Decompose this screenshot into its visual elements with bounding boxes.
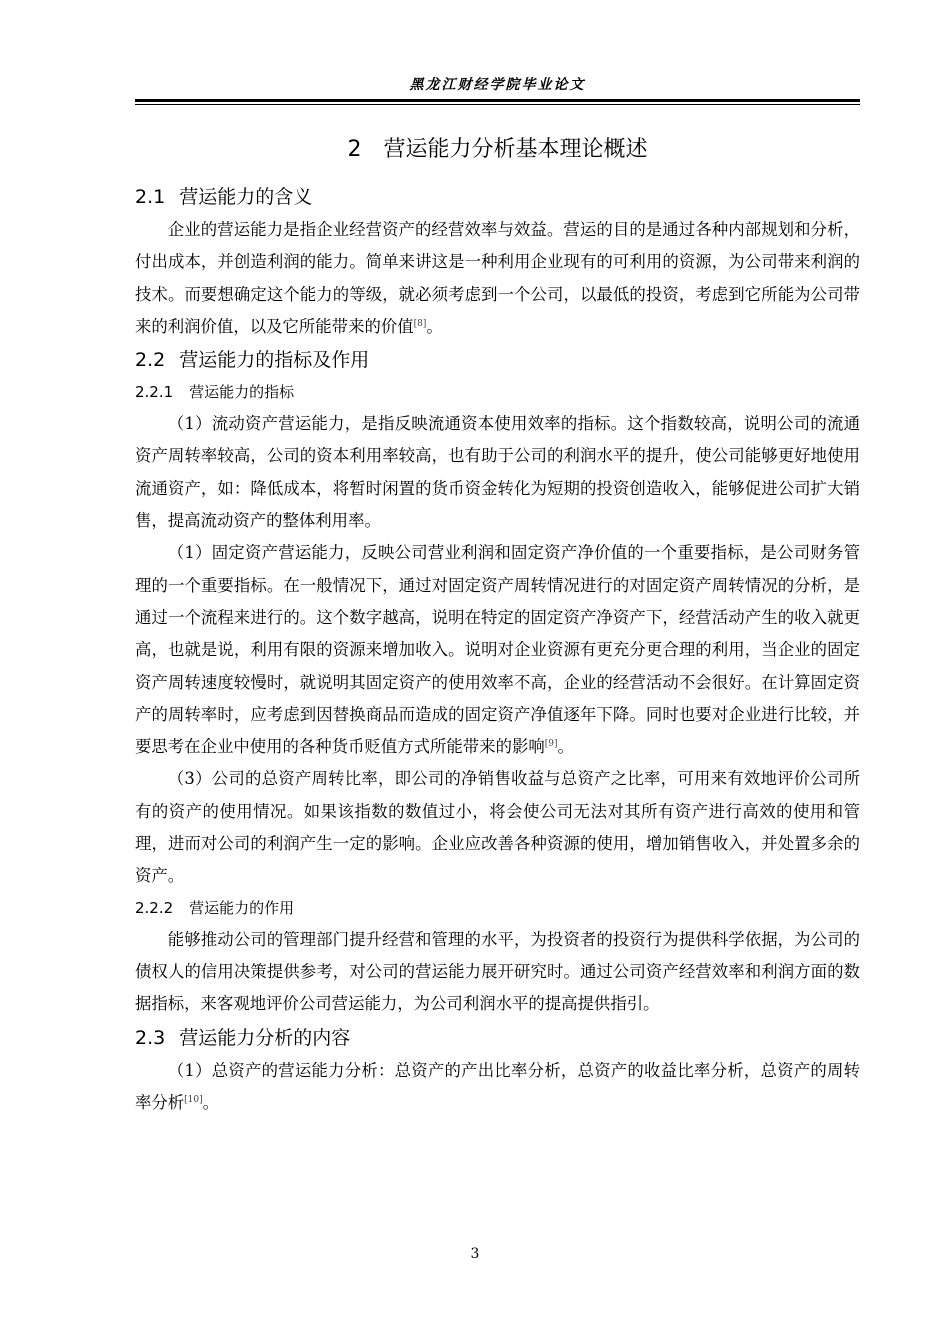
page-body (135, 128, 860, 1119)
section-number: 2.1 (135, 186, 166, 208)
section-title: 营运能力的指标及作用 (179, 349, 370, 372)
paragraph-text: （1）固定资产营运能力，反映公司营业利润和固定资产净价值的一个重要指标，是公司财务管理的一个重要指标。在一般情况下，通过对固定资产周转情况进行的对固定资产周转情况的分析，是通过一个流程来进行的。这个数字越高，说明在特定的固定资产净资产下，经营活动产生的收入就更高，也就是说，利用有限的资源来增加收入。说明对企业资源有更充分更合理的利用，当企业的固定资产周转速度较慢时，就说明其固定资产的使用效率不高，企业的经营活动不会很好。在计算固定资产的周转率时，应考虑到因替换商品而造成的固定资产净值逐年下降。同时也要对企业进行比较，并要思考在企业中使用的各种货币贬值方式所能带来的影响 (135, 543, 860, 757)
section-title: 营运能力分析的内容 (179, 1026, 351, 1049)
section-title: 营运能力的含义 (179, 186, 313, 208)
chapter-title (135, 128, 860, 172)
section-number: 2.3 (135, 1026, 166, 1049)
subsection-heading-2-2-2 (135, 893, 860, 924)
citation-8: [8] (413, 318, 427, 329)
subsection-number: 2.2.1 (135, 383, 174, 402)
paragraph-2-2-1-b (135, 537, 860, 763)
subsection-number: 2.2.2 (135, 898, 174, 917)
header-rule-thin (135, 104, 860, 105)
paragraph-text: （1）总资产的营运能力分析：总资产的产出比率分析，总资产的收益比率分析，总资产的周转率分析 (135, 1060, 860, 1112)
paragraph-end: 。 (557, 737, 574, 757)
paragraph-text: 企业的营运能力是指企业经营资产的经营效率与效益。营运的目的是通过各种内部规划和分析，付出成本，并创造利润的能力。简单来讲这是一种利用企业现有的可利用的资源，为公司带来利润的技术。而要想确定这个能力的等级，就必须考虑到一个公司，以最低的投资，考虑到它所能为公司带来的利润价值，以及它所能带来的价值 (135, 220, 860, 336)
section-heading-2-2 (135, 343, 860, 377)
paragraph-end: 。 (426, 316, 443, 336)
page-number: 3 (470, 1246, 480, 1262)
citation-10: [10] (184, 1094, 203, 1105)
paragraph-2-2-1-a (135, 408, 860, 537)
citation-9: [9] (544, 739, 558, 750)
running-header-title: 黑龙江财经学院毕业论文 (409, 77, 586, 93)
paragraph-2-2-1-c (135, 763, 860, 892)
paragraph-2-2-2 (135, 924, 860, 1021)
paragraph-text: 能够推动公司的管理部门提升经营和管理的水平，为投资者的投资行为提供科学依据，为公司的债权人的信用决策提供参考，对公司的营运能力展开研究时。通过公司资产经营效率和利润方面的数据指标，来客观地评价公司营运能力，为公司利润水平的提高提供指引。 (135, 929, 860, 1014)
section-heading-2-3 (135, 1021, 860, 1055)
subsection-heading-2-2-1 (135, 377, 860, 408)
paragraph-2-1 (135, 214, 860, 343)
paragraph-2-3 (135, 1055, 860, 1120)
paragraph-text: （1）流动资产营运能力，是指反映流通资本使用效率的指标。这个指数较高，说明公司的流通资产周转率较高，公司的资本利用率较高，也有助于公司的利润水平的提升，使公司能够更好地使用流通资产，如：降低成本，将暂时闲置的货币资金转化为短期的投资创造收入，能够促进公司扩大销售，提高流动资产的整体利用率。 (135, 414, 860, 531)
subsection-title: 营运能力的指标 (189, 383, 295, 402)
paragraph-text: （3）公司的总资产周转比率，即公司的净销售收益与总资产之比率，可用来有效地评价公司所有的资产的使用情况。如果该指数的数值过小，将会使公司无法对其所有资产进行高效的使用和管理，进而对公司的利润产生一定的影响。企业应改善各种资源的使用，增加销售收入，并处置多余的资产。 (135, 769, 860, 886)
paragraph-end: 。 (202, 1092, 220, 1112)
chapter-title-text: 营运能力分析基本理论概述 (383, 137, 648, 162)
section-heading-2-1 (135, 180, 860, 214)
section-number: 2.2 (135, 349, 166, 372)
subsection-title: 营运能力的作用 (189, 898, 295, 917)
chapter-number: 2 (347, 137, 362, 162)
header-rule-thick (135, 99, 860, 102)
